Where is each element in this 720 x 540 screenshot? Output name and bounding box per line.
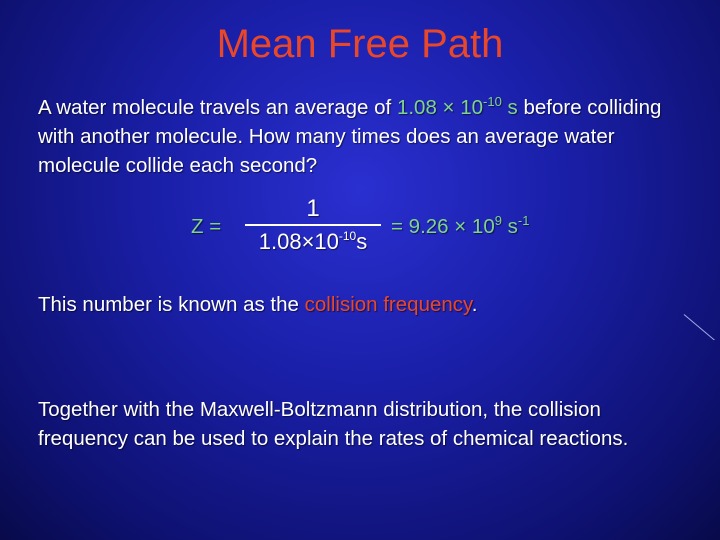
conclusion-paragraph: Together with the Maxwell-Boltzmann distribution, the collision frequency can be used to explain the rates of chemical reactions.: [38, 398, 629, 450]
definition-text-after: .: [471, 293, 478, 316]
result-exponent: 9: [494, 213, 502, 228]
mean-free-time-unit: s: [501, 96, 518, 119]
collision-frequency-term: collision frequency: [304, 293, 472, 316]
mean-free-time-mantissa: 1.08 × 10: [396, 96, 484, 119]
denominator-exponent: -10: [338, 229, 357, 243]
question-text-after: before colliding with another molecule. How many times does an average water molecule collide each second?: [38, 96, 662, 177]
question-paragraph: [38, 93, 688, 180]
denominator-mantissa: 1.08×10: [258, 229, 339, 254]
result-value: = 9.26 × 10: [391, 215, 495, 238]
denominator-unit: s: [356, 229, 368, 254]
definition-text-before: This number is known as the: [38, 293, 305, 316]
mean-free-time-exponent: -10: [483, 94, 502, 109]
equation-lhs: Z =: [191, 215, 222, 238]
fraction-numerator: 1: [306, 195, 320, 222]
question-text-before: A water molecule travels an average of: [38, 96, 397, 119]
fraction: [245, 195, 381, 255]
mean-free-time-value: [397, 96, 518, 119]
fraction-denominator: [245, 229, 381, 255]
collision-frequency-equation: [191, 195, 591, 265]
result-unit: s: [501, 215, 518, 238]
equation-result: [391, 215, 529, 239]
result-unit-exponent: -1: [517, 213, 530, 228]
slide-title: Mean Free Path: [216, 22, 504, 66]
fraction-bar: [245, 224, 381, 226]
definition-paragraph: [38, 290, 688, 319]
